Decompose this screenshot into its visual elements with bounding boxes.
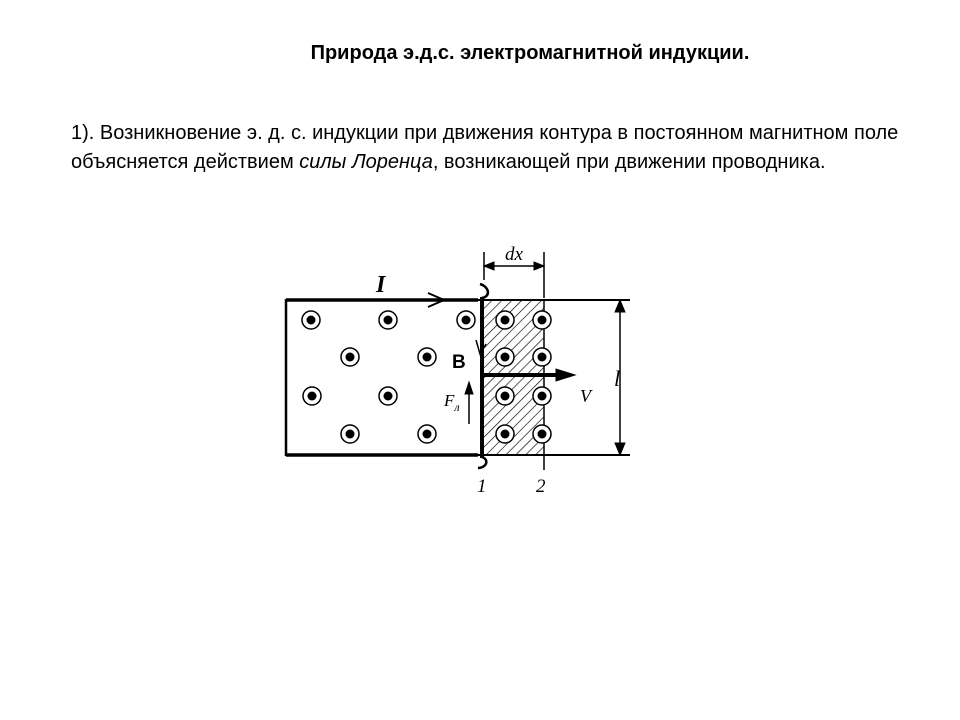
field-dot [418,348,436,366]
field-dot [533,348,551,366]
field-dot [418,425,436,443]
field-dot [533,311,551,329]
field-dot [533,387,551,405]
paragraph-text-end: , возникающей при движении проводника. [432,151,826,173]
force-label [443,391,460,414]
field-label: B [452,352,466,373]
field-dot [303,387,321,405]
length-label: l [614,366,621,391]
field-dot [496,425,514,443]
position-2-label: 2 [536,476,546,497]
position-1-label: 1 [477,476,487,497]
field-dot [457,311,475,329]
dx-label: dx [505,244,523,265]
field-dot [379,387,397,405]
field-dot [496,387,514,405]
velocity-label: V [580,386,591,406]
paragraph-text-start: 1). Возникновение э. д. с. индукции при движения контура в постоянном магнитном поле объясняется действием [71,122,899,173]
lorentz-force-emphasis: силы Лоренца [299,151,433,173]
force-label-subscript: л [454,400,460,414]
lorentz-force-arrow [465,382,473,424]
field-dot [533,425,551,443]
force-label-main: F [444,391,455,410]
field-dot [302,311,320,329]
field-dot [496,311,514,329]
field-dot [341,348,359,366]
field-dot [496,348,514,366]
slide-title: Природа э.д.с. электромагнитной индукции. [310,42,750,64]
field-dot [379,311,397,329]
current-label: I [376,272,386,298]
field-dot [341,425,359,443]
